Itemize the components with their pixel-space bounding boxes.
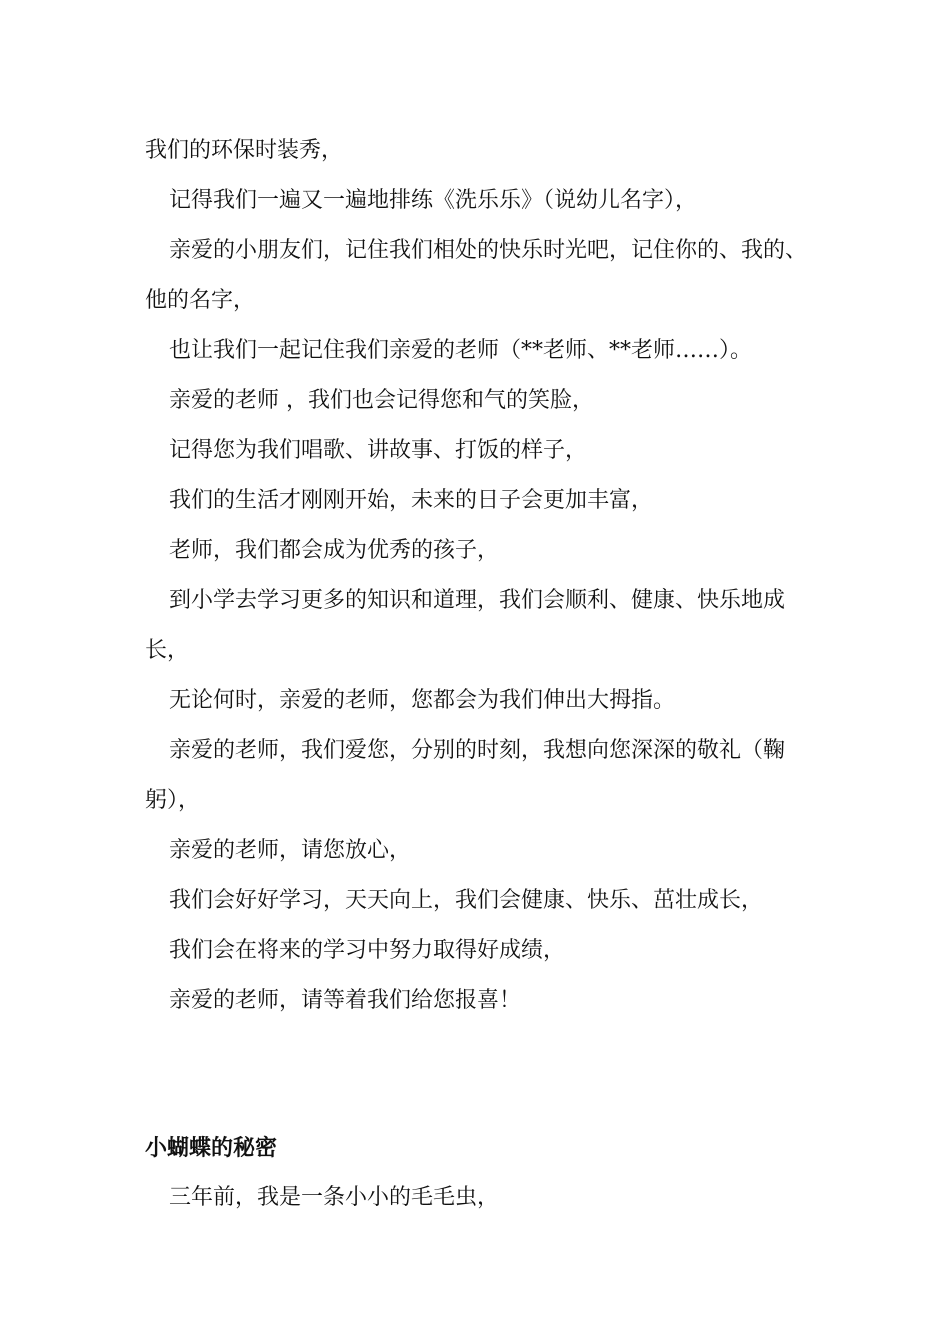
section-title: 小蝴蝶的秘密 — [145, 1135, 278, 1161]
paragraph-line: 我们会在将来的学习中努力取得好成绩， — [169, 938, 566, 963]
paragraph-line: 长， — [145, 638, 190, 663]
paragraph-line: 亲爱的小朋友们，记住我们相处的快乐时光吧，记住你的、我的、 — [169, 238, 808, 263]
paragraph-line: 他的名字， — [145, 288, 256, 313]
paragraph-line: 亲爱的老师，我们爱您，分别的时刻，我想向您深深的敬礼（鞠 — [169, 738, 786, 763]
paragraph-line: 老师，我们都会成为优秀的孩子， — [169, 538, 500, 563]
paragraph-line: 躬）， — [145, 788, 201, 813]
paragraph-line: 我们的环保时装秀， — [145, 138, 344, 163]
paragraph-line: 我们的生活才刚刚开始，未来的日子会更加丰富， — [169, 488, 654, 513]
paragraph-line: 三年前，我是一条小小的毛毛虫， — [169, 1185, 500, 1210]
paragraph-line: 我们会好好学习，天天向上，我们会健康、快乐、茁壮成长， — [169, 888, 764, 913]
paragraph-line: 也让我们一起记住我们亲爱的老师（**老师、**老师……）。 — [169, 338, 753, 363]
paragraph-line: 无论何时，亲爱的老师，您都会为我们伸出大拇指。 — [169, 688, 676, 713]
paragraph-line: 记得您为我们唱歌、讲故事、打饭的样子， — [169, 438, 588, 463]
paragraph-line: 到小学去学习更多的知识和道理，我们会顺利、健康、快乐地成 — [169, 588, 786, 613]
paragraph-line: 亲爱的老师，请等着我们给您报喜！ — [169, 988, 522, 1013]
paragraph-line: 亲爱的老师，请您放心， — [169, 838, 412, 863]
paragraph-line: 亲爱的老师 ，我们也会记得您和气的笑脸， — [169, 388, 594, 413]
paragraph-line: 记得我们一遍又一遍地排练《洗乐乐》（说幼儿名字）， — [169, 188, 698, 213]
